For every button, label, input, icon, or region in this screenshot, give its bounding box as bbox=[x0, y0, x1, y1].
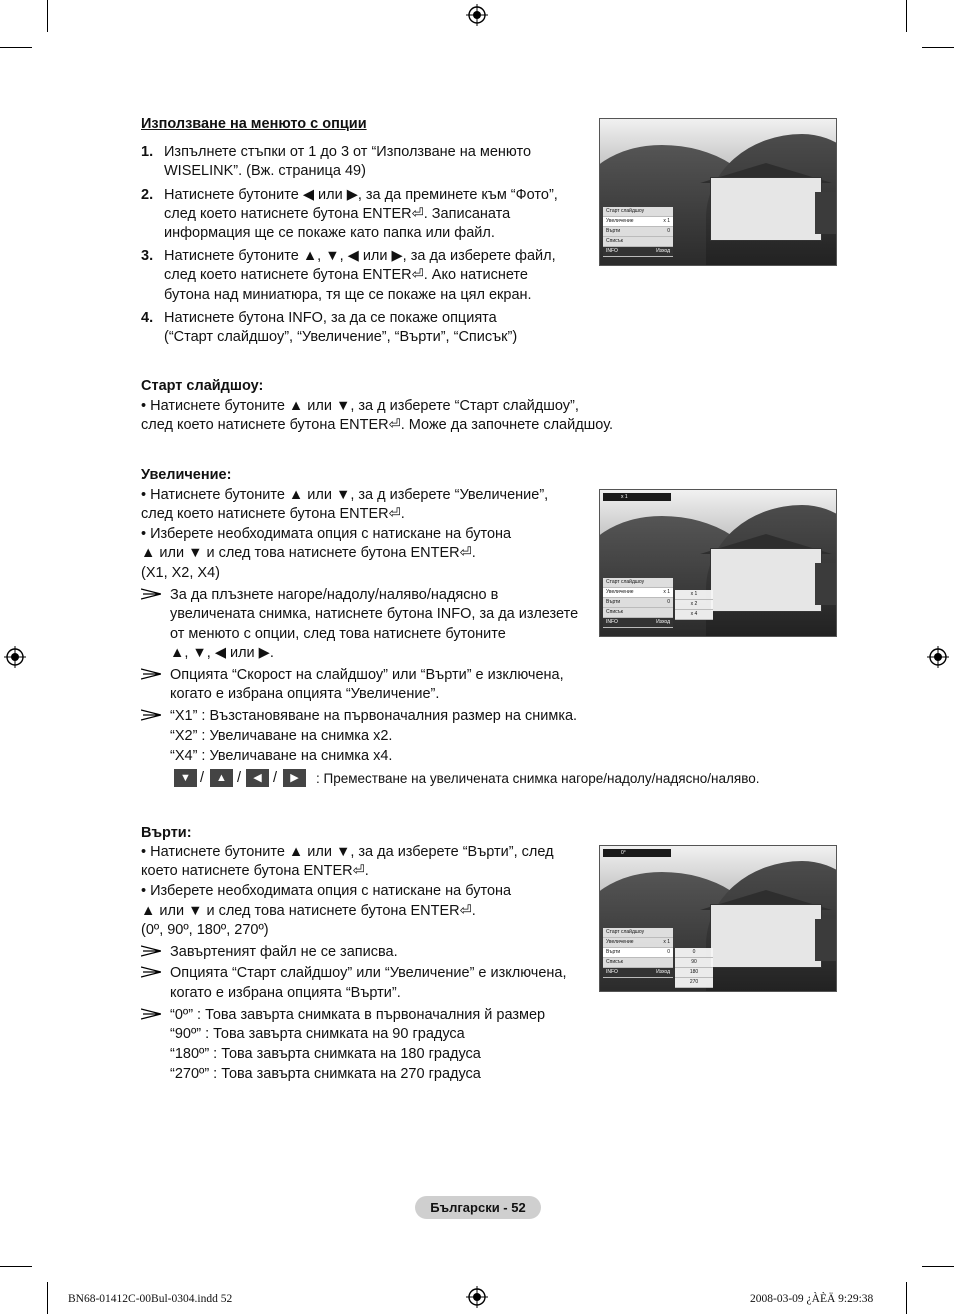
step-number: 4. bbox=[141, 310, 154, 326]
crop-mark bbox=[0, 1266, 32, 1267]
options-menu: Старт слайдшоу Увеличение x 1 Върти 0 Списък INFO Изход bbox=[603, 928, 673, 978]
zoom-note: когато е избрана опцията “Увеличение”. bbox=[170, 686, 440, 702]
crop-mark bbox=[906, 1282, 907, 1314]
up-arrow-icon: ▲ bbox=[210, 769, 233, 787]
slideshow-text: • Натиснете бутоните ▲ или ▼, за д изберете “Старт слайдшоу”, bbox=[141, 398, 579, 414]
registration-mark-icon bbox=[466, 4, 488, 26]
left-arrow-icon: ◀ bbox=[246, 769, 269, 787]
down-arrow-icon: ▼ bbox=[174, 769, 197, 787]
zoom-note: “X2” : Увеличаване на снимка x2. bbox=[170, 728, 393, 744]
zoom-note: За да плъзнете нагоре/надолу/наляво/надясно в bbox=[170, 587, 499, 603]
rotate-text: • Натиснете бутоните ▲ или ▼, за да изберете “Върти”, след bbox=[141, 844, 554, 860]
registration-mark-icon bbox=[466, 1286, 488, 1308]
note-arrow-icon bbox=[141, 945, 161, 957]
zoom-note: “X4” : Увеличаване на снимка x4. bbox=[170, 748, 393, 764]
crop-mark bbox=[906, 0, 907, 32]
separator: / bbox=[200, 770, 205, 786]
rotate-text: • Изберете необходимата опция с натискане на бутона bbox=[141, 883, 512, 899]
note-arrow-icon bbox=[141, 668, 161, 680]
rotate-note: Опцията “Старт слайдшоу” или “Увеличение” е изключена, bbox=[170, 965, 567, 981]
section-heading: Използване на менюто с опции bbox=[141, 116, 367, 132]
note-arrow-icon bbox=[141, 1008, 161, 1020]
crop-mark bbox=[0, 47, 32, 48]
note-arrow-icon bbox=[141, 709, 161, 721]
slideshow-title: Старт слайдшоу: bbox=[141, 378, 264, 394]
tv-screenshot-zoom bbox=[599, 489, 837, 637]
note-arrow-icon bbox=[141, 966, 161, 978]
step-text: бутона над миниатюра, тя ще се покаже на цял екран. bbox=[164, 287, 532, 303]
zoom-note: от менюто с опции, след това натиснете бутоните bbox=[170, 626, 506, 642]
zoom-indicator: x 1 bbox=[603, 493, 671, 501]
crop-mark bbox=[47, 0, 48, 32]
rotate-note: когато е избрана опцията “Върти”. bbox=[170, 985, 401, 1001]
right-arrow-icon: ▶ bbox=[283, 769, 306, 787]
step-number: 2. bbox=[141, 187, 154, 203]
tv-screenshot-rotate bbox=[599, 845, 837, 992]
zoom-text: (X1, X2, X4) bbox=[141, 565, 220, 581]
zoom-title: Увеличение: bbox=[141, 467, 232, 483]
rotate-note: “180º” : Това завърта снимката на 180 градуса bbox=[170, 1046, 481, 1062]
page-number-badge: Български - 52 bbox=[415, 1196, 541, 1219]
zoom-text: ▲ или ▼ и след това натиснете бутона ENTER⏎. bbox=[141, 545, 476, 561]
options-menu: Старт слайдшоу Увеличение x 1 Върти 0 Списък INFO Изход bbox=[603, 207, 673, 257]
rotate-note: “0º” : Това завърта снимката в първоначалния й размер bbox=[170, 1007, 546, 1023]
registration-mark-icon bbox=[4, 646, 26, 668]
registration-mark-icon bbox=[927, 646, 949, 668]
zoom-text: • Изберете необходимата опция с натискане на бутона bbox=[141, 526, 512, 542]
step-text: след което натиснете бутона ENTER⏎. Ако натиснете bbox=[164, 267, 528, 283]
note-arrow-icon bbox=[141, 588, 161, 600]
options-menu: Старт слайдшоу Увеличение x 1 Върти 0 Списък INFO Изход bbox=[603, 578, 673, 628]
step-text: Натиснете бутоните ◀ или ▶, за да преминете към “Фото”, bbox=[164, 187, 558, 203]
zoom-note: Опцията “Скорост на слайдшоу” или “Върти” е изключена, bbox=[170, 667, 564, 683]
rotate-text: ▲ или ▼ и след това натиснете бутона ENTER⏎. bbox=[141, 903, 476, 919]
rotate-submenu: 0 90 180 270 bbox=[675, 948, 713, 988]
footer-timestamp: 2008-03-09 ¿ÀÈÄ 9:29:38 bbox=[750, 1293, 874, 1305]
rotate-text: (0º, 90º, 180º, 270º) bbox=[141, 922, 269, 938]
rotate-note: “270º” : Това завърта снимката на 270 градуса bbox=[170, 1066, 481, 1082]
crop-mark bbox=[47, 1282, 48, 1314]
separator: / bbox=[237, 770, 242, 786]
rotate-indicator: 0° bbox=[603, 849, 671, 857]
rotate-title: Върти: bbox=[141, 825, 192, 841]
step-number: 1. bbox=[141, 144, 154, 160]
step-text: Натиснете бутоните ▲, ▼, ◀ или ▶, за да изберете файл, bbox=[164, 248, 556, 264]
zoom-text: след което натиснете бутона ENTER⏎. bbox=[141, 506, 405, 522]
step-text: (“Старт слайдшоу”, “Увеличение”, “Върти”, “Списък”) bbox=[164, 329, 518, 345]
zoom-note: увеличената снимка, натиснете бутона INFO, за да излезете bbox=[170, 606, 579, 622]
rotate-text: което натиснете бутона ENTER⏎. bbox=[141, 863, 369, 879]
step-number: 3. bbox=[141, 248, 154, 264]
separator: / bbox=[273, 770, 278, 786]
crop-mark bbox=[922, 1266, 954, 1267]
zoom-text: • Натиснете бутоните ▲ или ▼, за д изберете “Увеличение”, bbox=[141, 487, 549, 503]
rotate-note: “90º” : Това завърта снимката на 90 градуса bbox=[170, 1026, 465, 1042]
zoom-submenu: x 1 x 2 x 4 bbox=[675, 590, 713, 620]
crop-mark bbox=[922, 47, 954, 48]
move-description: : Преместване на увеличената снимка нагоре/надолу/надясно/наляво. bbox=[316, 771, 760, 786]
step-text: информация ще се покаже като папка или файл. bbox=[164, 225, 495, 241]
slideshow-text: след което натиснете бутона ENTER⏎. Може да започнете слайдшоу. bbox=[141, 417, 614, 433]
step-text: след което натиснете бутона ENTER⏎. Записаната bbox=[164, 206, 511, 222]
rotate-note: Завъртеният файл не се записва. bbox=[170, 944, 398, 960]
step-text: Натиснете бутона INFO, за да се покаже опцията bbox=[164, 310, 497, 326]
footer-filename: BN68-01412C-00Bul-0304.indd 52 bbox=[68, 1293, 233, 1305]
zoom-note: ▲, ▼, ◀ или ▶. bbox=[170, 645, 274, 661]
zoom-note: “X1” : Възстановяване на първоначалния размер на снимка. bbox=[170, 708, 578, 724]
tv-screenshot-options bbox=[599, 118, 837, 266]
step-text: Изпълнете стъпки от 1 до 3 от “Използване на менюто bbox=[164, 144, 532, 160]
step-text: WISELINK”. (Вж. страница 49) bbox=[164, 163, 366, 179]
